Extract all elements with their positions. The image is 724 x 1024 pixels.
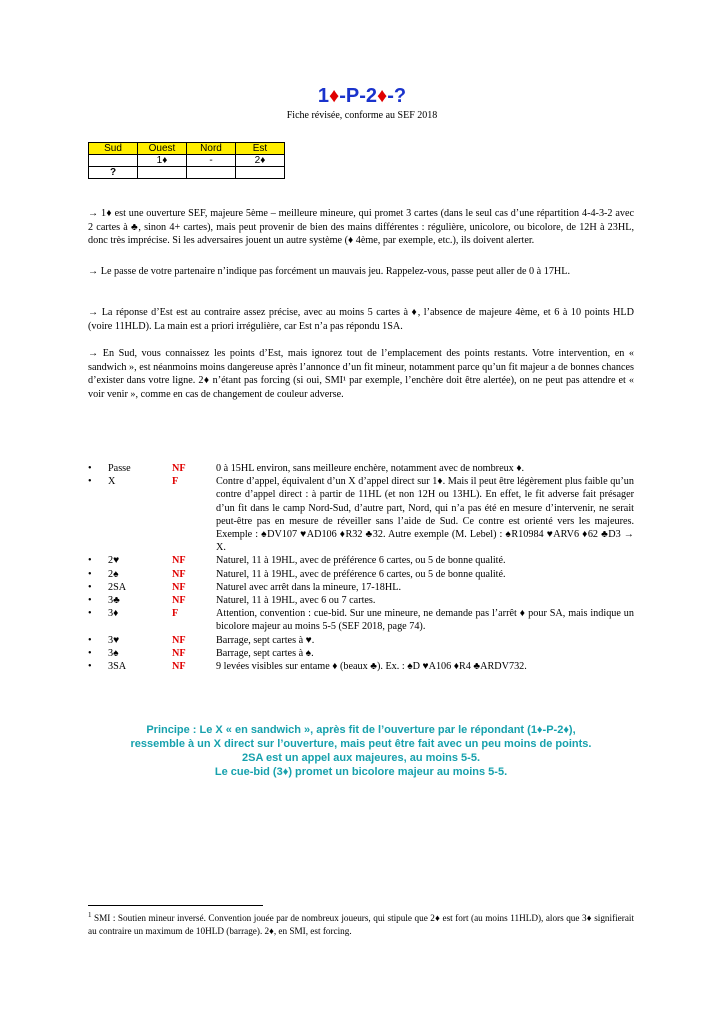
bid-description: 0 à 15HL environ, sans meilleure enchère, notamment avec de nombreux ♦. <box>216 463 525 474</box>
list-item <box>88 554 634 567</box>
bullet-icon: • <box>88 555 92 567</box>
bid-tag: NF <box>172 595 186 607</box>
bid-list <box>88 462 634 673</box>
header-nord: Nord <box>187 143 236 155</box>
bullet-icon: • <box>88 608 92 620</box>
diamond-symbol: ♦ <box>329 85 340 107</box>
bid-label: 3♠ <box>108 647 119 659</box>
header-ouest: Ouest <box>138 143 187 155</box>
bid-description: Naturel, 11 à 19HL, avec 6 ou 7 cartes. <box>216 595 376 607</box>
bid-label: 2♥ <box>108 555 120 567</box>
bid-label: 2SA <box>108 581 127 593</box>
bid-tag: NF <box>172 463 186 474</box>
list-item <box>88 462 634 475</box>
footnote-text: SMI : Soutien mineur inversé. Convention jouée par de nombreux joueurs, qui stipule que 2♦ est fort (au moins 11HLD), alors que 3♦ signifierait au contraire un maximum de 10HLD (barrage). 2♦, en SMI, est forcing. <box>88 913 634 936</box>
bid-description: Barrage, sept cartes à ♠. <box>216 647 314 659</box>
bid-description: Barrage, sept cartes à ♥. <box>216 634 315 646</box>
title-part: 1 <box>317 85 329 107</box>
auction-cell <box>187 167 236 179</box>
bid-description: Naturel, 11 à 19HL, avec de préférence 6 cartes, ou 5 de bonne qualité. <box>216 568 506 580</box>
paragraph-south: → En Sud, vous connaissez les points d’Est, mais ignorez tout de l’emplacement des points restants. Votre intervention, en « sandwich », est néanmoins moins dangereuse après l’annonce d’un fit mineur, notamment parce qu’un fit majeur a de bonnes chances d’exister dans votre ligne. 2♦ n’étant pas forcing (si oui, SMI¹ par exemple, l’enchère doit être alertée), on ne peut pas attendre et « voir venir », comme en cas de changement de couleur adverse. <box>88 348 634 400</box>
bid-tag: F <box>172 608 179 620</box>
header-sud: Sud <box>89 143 138 155</box>
bid-tag: NF <box>172 634 186 646</box>
principle-line: ressemble à un X direct sur l’ouverture, mais peut être fait avec un peu moins de points. <box>130 738 592 750</box>
list-item <box>88 594 634 607</box>
auction-cell <box>89 155 138 167</box>
bullet-icon: • <box>88 568 92 580</box>
bid-description: Attention, convention : cue-bid. Sur une mineure, ne demande pas l’arrêt ♦ pour SA, mais indique un bicolore majeur au moins 5-5 (SEF 2018, page 74). <box>216 608 634 633</box>
auction-cell <box>138 167 187 179</box>
footnote-divider <box>88 905 263 906</box>
diamond-symbol: ♦ <box>377 85 388 107</box>
principle-line: 2SA est un appel aux majeures, au moins 5-5. <box>241 752 480 764</box>
auction-cell <box>236 167 285 179</box>
paragraph-opening: → 1♦ est une ouverture SEF, majeure 5ème – meilleure mineure, qui promet 3 cartes (dans le seul cas d’une répartition 4-4-3-2 avec 2 cartes à ♣, sinon 4+ cartes), mais peut provenir de bien des mains différentes : régulière, unicolore, ou bicolore, de 12H à 23HL, donc très imprécise. Si les adversaires jouent un autre système (♦ 4ème, par exemple, etc.), ils doivent alerter. <box>88 208 634 246</box>
list-item <box>88 581 634 594</box>
list-item <box>88 647 634 660</box>
footnote-number: 1 <box>88 910 92 919</box>
auction-cell: - <box>187 155 236 167</box>
auction-table <box>88 142 285 179</box>
bid-description: Naturel avec arrêt dans la mineure, 17-18HL. <box>216 581 401 593</box>
bid-tag: F <box>172 476 179 488</box>
paragraph-partner-pass: → Le passe de votre partenaire n’indique pas forcément un mauvais jeu. Rappelez-vous, passe peut aller de 0 à 17HL. <box>88 266 571 277</box>
bid-description: 9 levées visibles sur entame ♦ (beaux ♣). Ex. : ♠D ♥A106 ♦R4 ♣ARDV732. <box>216 661 527 673</box>
list-item <box>88 568 634 581</box>
paragraph-east-response: → La réponse d’Est est au contraire assez précise, avec au moins 5 cartes à ♦, l’absence de majeure 4ème, et 6 à 10 points HLD (voire 11HLD). La main est a priori irrégulière, car Est n’a pas répondu 1SA. <box>88 307 634 332</box>
principle-line: Principe : Le X « en sandwich », après fit de l’ouverture par le répondant (1♦-P-2♦), <box>146 724 576 736</box>
bid-label: Passe <box>108 463 131 474</box>
auction-cell: ? <box>89 167 138 179</box>
bullet-icon: • <box>88 647 92 659</box>
auction-header-row <box>89 143 285 155</box>
bid-label: 3♣ <box>108 595 120 607</box>
principle-line: Le cue-bid (3♦) promet un bicolore majeur au moins 5-5. <box>214 766 508 778</box>
bid-label: X <box>108 476 116 488</box>
bid-label: 3♦ <box>108 608 119 620</box>
bid-label: 3♥ <box>108 634 120 646</box>
bid-description: Contre d’appel, équivalent d’un X d’appel direct sur 1♦. Mais il peut être légèrement plus faible qu’un contre d’appel direct : à partir de 11HL (et non 12H ou 13HL). En effet, le fit adverse fait présager d’un fit dans le camp Nord-Sud, d’autre part, Nord, qui n’a pas été en mesure d’intervenir, ne serait peut-être pas en mesure de réveiller sans l’aide de Sud. Ce contre est orienté vers les majeures. Exemple : ♠DV107 ♥AD106 ♦R32 ♣32. Autre exemple (M. Lebel) : ♠R10984 ♥ARV6 ♦62 ♣D3 → X. <box>216 476 634 554</box>
list-item <box>88 475 634 554</box>
principle-box <box>88 723 634 779</box>
bid-tag: NF <box>172 555 186 567</box>
bid-label: 3SA <box>108 661 127 673</box>
bid-tag: NF <box>172 661 186 673</box>
bid-tag: NF <box>172 647 186 659</box>
bullet-icon: • <box>88 581 92 593</box>
page-title <box>0 85 724 108</box>
bullet-icon: • <box>88 476 92 488</box>
title-part: -? <box>387 85 407 107</box>
bid-description: Naturel, 11 à 19HL, avec de préférence 6 cartes, ou 5 de bonne qualité. <box>216 555 506 567</box>
list-item <box>88 634 634 647</box>
list-item <box>88 660 634 673</box>
bullet-icon: • <box>88 463 92 474</box>
bullet-icon: • <box>88 661 92 673</box>
auction-row <box>89 155 285 167</box>
footnote <box>88 912 634 937</box>
bid-label: 2♠ <box>108 568 119 580</box>
list-item <box>88 607 634 633</box>
bid-tag: NF <box>172 581 186 593</box>
page-subtitle: Fiche révisée, conforme au SEF 2018 <box>286 110 438 121</box>
bullet-icon: • <box>88 634 92 646</box>
title-part: -P-2 <box>339 85 378 107</box>
header-est: Est <box>236 143 285 155</box>
bullet-icon: • <box>88 595 92 607</box>
auction-row <box>89 167 285 179</box>
auction-cell: 2♦ <box>236 155 285 167</box>
bid-tag: NF <box>172 568 186 580</box>
auction-cell: 1♦ <box>138 155 187 167</box>
